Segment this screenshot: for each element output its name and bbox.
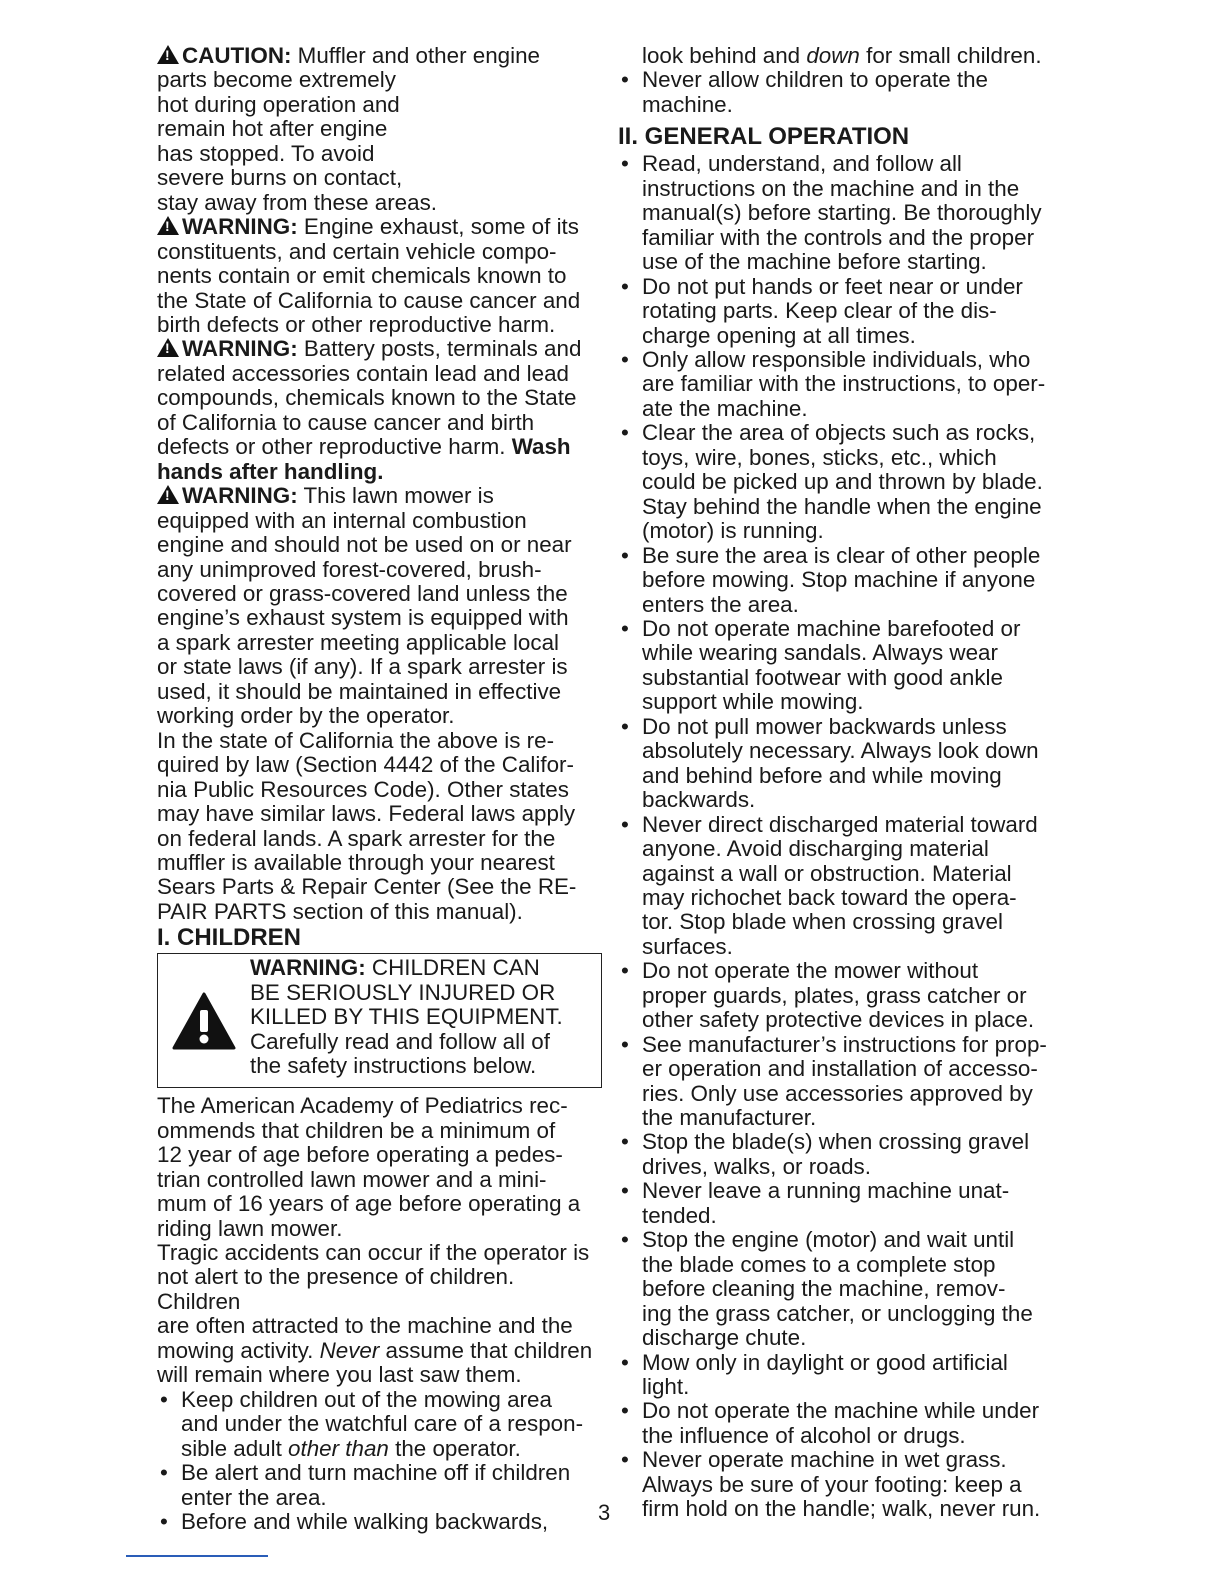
list-item: • Never operate machine in wet grass. Always be sure of your footing: keep a firm hold on the handle; walk, never run. bbox=[618, 1448, 1068, 1521]
academy-paragraph: The American Academy of Pediatrics rec- ommends that children be a minimum of 12 year of age before operating a pedes- trian controlled lawn mower and a mini- mum of 16 years of age before operating a riding lawn mower. bbox=[157, 1093, 581, 1241]
warning-engine: !WARNING: This lawn mower is equipped with an internal combustion engine and should not be used on or near any unimproved forest-covered, brush- covered or grass-covered land unless the engine’s exhaust system is equipped with a spark arrester meeting applicable local or state laws (if any). If a spark arrester is used, it should be maintained in effective working order by the operator. bbox=[157, 484, 602, 729]
list-item: • Do not operate the mower without proper guards, plates, grass catcher or other safety protective devices in place. bbox=[618, 959, 1068, 1032]
list-item: • Do not put hands or feet near or under rotating parts. Keep clear of the dis- charge opening at all times. bbox=[618, 275, 1068, 348]
tragic-paragraph: Tragic accidents can occur if the operator is not alert to the presence of children. Children are often attracted to the machine and the mowing activity. Never assume that children will remain where you last saw them. bbox=[157, 1240, 593, 1388]
section-heading-general-operation: II. GENERAL OPERATION bbox=[618, 123, 910, 151]
children-warning-text: WARNING: CHILDREN CAN BE SERIOUSLY INJURED OR KILLED BY THIS EQUIPMENT. Carefully read and follow all of the safety instructions below. bbox=[250, 955, 563, 1079]
warning-triangle-icon bbox=[157, 338, 179, 357]
warning-label: WARNING: bbox=[182, 336, 298, 362]
warning-battery: !WARNING: Battery posts, terminals and related accessories contain lead and lead compounds, chemicals known to the State of California to cause cancer and birth defects or other reproductive harm. Wash hands after handling. bbox=[157, 337, 602, 484]
list-item: • Be sure the area is clear of other people before mowing. Stop machine if anyone enters the area. bbox=[618, 544, 1068, 617]
warning-label: WARNING: bbox=[182, 483, 298, 509]
left-column bbox=[157, 44, 602, 1534]
list-item: • Keep children out of the mowing area and under the watchful care of a respon- sible adult other than the operator. bbox=[157, 1388, 602, 1461]
children-bullet-list bbox=[157, 1388, 602, 1535]
list-item: • Only allow responsible individuals, who are familiar with the instructions, to oper- ate the machine. bbox=[618, 348, 1068, 421]
footer-rule bbox=[126, 1555, 268, 1557]
list-item-continued: look behind and down for small children. bbox=[642, 43, 1042, 68]
warning-label: WARNING: bbox=[182, 214, 298, 240]
list-item: • Do not pull mower backwards unless absolutely necessary. Always look down and behind before and while moving backwards. bbox=[618, 715, 1068, 813]
list-item: • See manufacturer’s instructions for prop- er operation and installation of accesso- ries. Only use accessories approved by the manufacturer. bbox=[618, 1033, 1068, 1131]
list-item: • Clear the area of objects such as rocks, toys, wire, bones, sticks, etc., which could be picked up and thrown by blade. Stay behind the handle when the engine (motor) is running. bbox=[618, 421, 1068, 543]
list-item: • Before and while walking backwards, bbox=[157, 1510, 602, 1534]
warning-exhaust: !WARNING: Engine exhaust, some of its constituents, and certain vehicle compo- nents contain or emit chemicals known to the State of California to cause cancer and birth defects or other reproductive harm. bbox=[157, 215, 602, 337]
list-item: • Never allow children to operate the machine. bbox=[618, 68, 1068, 117]
warning-triangle-icon bbox=[157, 485, 179, 504]
warning-label: WARNING: bbox=[250, 955, 366, 981]
list-item: • Be alert and turn machine off if children enter the area. bbox=[157, 1461, 602, 1510]
general-operation-bullet-list bbox=[618, 152, 1068, 1521]
right-column bbox=[618, 44, 1068, 1522]
section-heading-children: I. CHILDREN bbox=[157, 924, 301, 952]
children-warning-box bbox=[157, 953, 602, 1088]
caution-notice: !CAUTION: Muffler and other engine parts become extremely hot during operation and remain hot after engine has stopped. To avoid severe burns on contact, stay away from these areas. bbox=[157, 44, 602, 215]
list-item: • Never direct discharged material toward anyone. Avoid discharging material against a wall or obstruction. Material may richochet back toward the opera- tor. Stop blade when crossing gravel surfaces. bbox=[618, 813, 1068, 960]
caution-label: CAUTION: bbox=[182, 43, 292, 68]
children-bullet-list-continued bbox=[618, 44, 1068, 117]
list-item: • Do not operate the machine while under the influence of alcohol or drugs. bbox=[618, 1399, 1068, 1448]
list-item: • Do not operate machine barefooted or while wearing sandals. Always wear substantial footwear with good ankle support while mowing. bbox=[618, 617, 1068, 715]
california-paragraph: In the state of California the above is re- quired by law (Section 4442 of the Califor- nia Public Resources Code). Other states may have similar laws. Federal laws apply on federal lands. A spark arrester for the muffler is available through your nearest Sears Parts & Repair Center (See the RE- PAIR PARTS section of this manual). bbox=[157, 727, 577, 924]
list-item: • Stop the blade(s) when crossing gravel drives, walks, or roads. bbox=[618, 1130, 1068, 1179]
page-number: 3 bbox=[598, 1500, 611, 1525]
list-item: • Mow only in daylight or good artificial light. bbox=[618, 1351, 1068, 1400]
warning-triangle-icon bbox=[172, 992, 236, 1050]
list-item: • Never leave a running machine unat- tended. bbox=[618, 1179, 1068, 1228]
warning-triangle-icon bbox=[157, 216, 179, 235]
list-item: • Stop the engine (motor) and wait until the blade comes to a complete stop before cleaning the machine, remov- ing the grass catcher, or unclogging the discharge chute. bbox=[618, 1228, 1068, 1350]
warning-triangle-icon bbox=[157, 45, 179, 64]
list-item: • Read, understand, and follow all instructions on the machine and in the manual(s) before starting. Be thoroughly familiar with the controls and the proper use of the machine before starting. bbox=[618, 152, 1068, 274]
